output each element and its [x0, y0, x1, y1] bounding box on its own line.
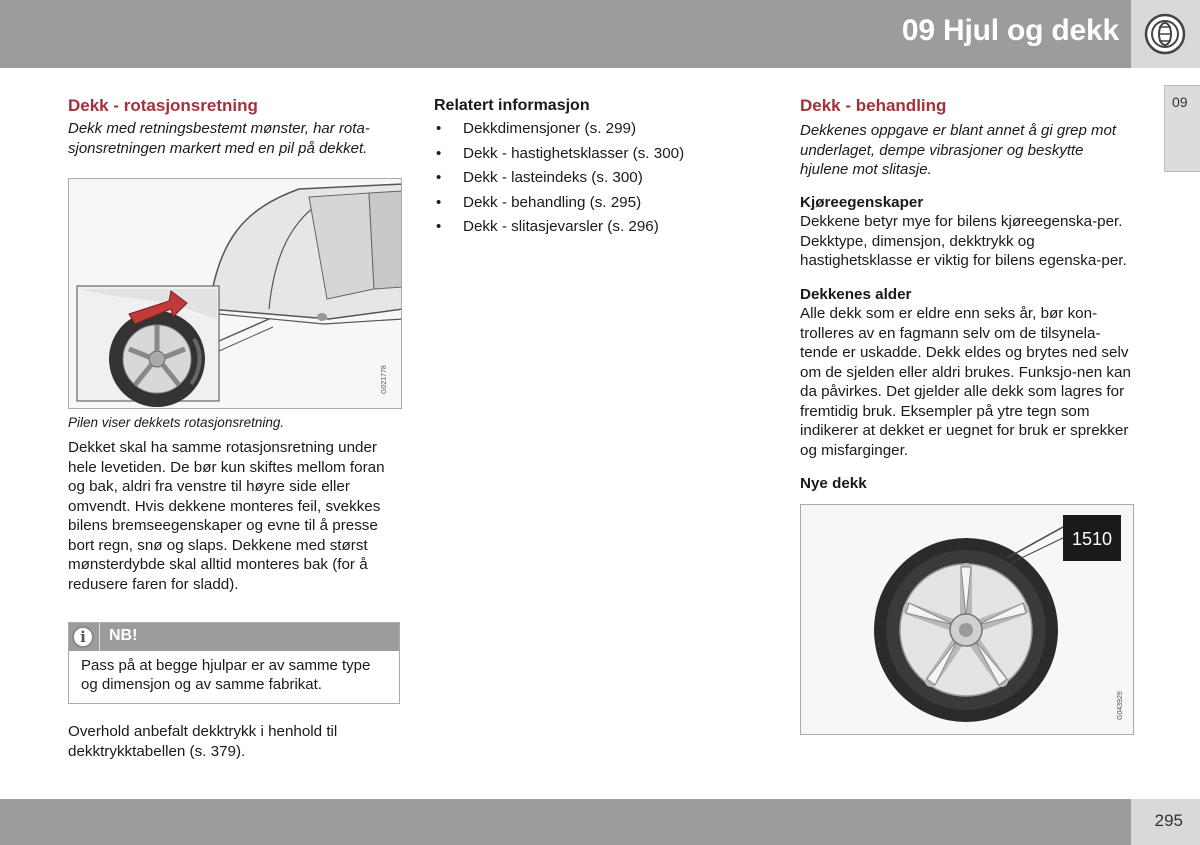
chapter-tab-label: 09	[1172, 94, 1188, 110]
info-icon: i	[72, 626, 94, 648]
wheel-illustration	[801, 505, 1134, 735]
related-link[interactable]: • Dekk - lasteindeks (s. 300)	[434, 166, 764, 191]
figure-code: G021778	[381, 365, 388, 394]
pressure-text: Overhold anbefalt dekktrykk i henhold til dekktrykktabellen (s. 379).	[68, 723, 338, 760]
subheading-age: Dekkenes alder	[800, 285, 912, 303]
related-link[interactable]: • Dekk - behandling (s. 295)	[434, 191, 764, 216]
subheading-new-tires: Nye dekk	[800, 475, 867, 492]
related-link[interactable]: • Dekkdimensjoner (s. 299)	[434, 117, 764, 142]
note-text: Pass på at begge hjulpar er av samme type og dimensjon og av samme fabrikat.	[81, 657, 371, 693]
note-divider	[99, 623, 100, 651]
handling-text: Dekkene betyr mye for bilens kjøreegenska-per. Dekktype, dimensjon, dekktrykk og hastighetsklasse er viktig for bilens egenska-per.	[800, 213, 1127, 269]
new-tire-figure	[800, 504, 1134, 735]
figure-code: G043929	[1117, 690, 1124, 720]
header-icon-box	[1131, 0, 1200, 68]
header-bar	[0, 0, 1131, 68]
related-link[interactable]: • Dekk - hastighetsklasser (s. 300)	[434, 142, 764, 167]
footer-bar	[0, 799, 1131, 845]
age-text: Alle dekk som er eldre enn seks år, bør kon-trolleres av en fagmann selv om de tilsynela-tende er uskadde. Dekk eldes og brytes ned selv om de sjelden eller aldri brukes. Funksjo-nen kan da påvirkes. Det gjelder alle dekk som lagres for fremtidig bruk. Eksempler på ytre tegn som indikerer at dekket er uegnet for bruk er sprekker og misfarginger.	[800, 305, 1131, 459]
section-heading-rotation: Dekk - rotasjonsretning	[68, 96, 258, 115]
footer-page-box	[1131, 799, 1200, 845]
page-title: 09 Hjul og dekk	[901, 14, 1119, 47]
subheading-handling: Kjøreegenskaper	[800, 193, 924, 211]
section-heading-care: Dekk - behandling	[800, 96, 947, 115]
tire-date-code: 1510	[1071, 528, 1113, 549]
tire-icon	[1144, 13, 1186, 55]
note-header	[69, 623, 399, 651]
section-lead-rotation: Dekk med retningsbestemt mønster, har rota-sjonsretningen markert med en pil på dekket.	[68, 120, 370, 157]
middle-column	[434, 95, 764, 240]
figure-caption: Pilen viser dekkets rotasjonsretning.	[68, 415, 285, 430]
chapter-tab[interactable]	[1164, 85, 1200, 172]
rotation-body: Dekket skal ha samme rotasjonsretning under hele levetiden. De bør kun skiftes mellom foran og bak, aldri fra venstre til høyre side eller omvendt. Hvis dekkene monteres feil, svekkes bilens bremseegenskaper og evne til å presse bort regn, snø og slaps. Dekkene med størst mønsterdybde skal alltid monteres bak (for å redusere faren for sladd).	[68, 439, 385, 593]
related-heading: Relatert informasjon	[434, 97, 590, 114]
right-column	[800, 95, 1134, 735]
rotation-figure	[68, 178, 402, 409]
related-list	[434, 117, 764, 240]
related-link[interactable]: • Dekk - slitasjevarsler (s. 296)	[434, 215, 764, 240]
note-label: NB!	[109, 627, 138, 644]
page-number: 295	[1154, 811, 1183, 830]
section-lead-care: Dekkenes oppgave er blant annet å gi grep mot underlaget, dempe vibrasjoner og beskytte hjulene mot slitasje.	[800, 122, 1117, 178]
note-box	[68, 622, 400, 704]
left-column	[68, 95, 402, 761]
car-wheel-illustration	[69, 179, 402, 409]
